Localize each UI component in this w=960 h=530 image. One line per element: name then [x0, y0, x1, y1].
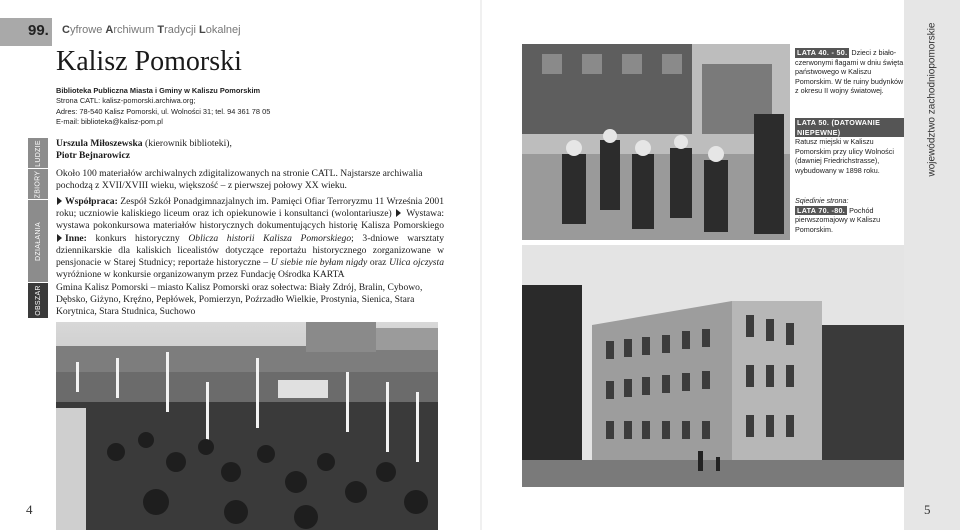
tab-collections: ZBIORY [34, 170, 42, 198]
page-title: Kalisz Pomorski [56, 46, 242, 77]
page-number-left: 4 [26, 502, 33, 517]
activity-section: Współpraca: Zespół Szkół Ponadgimnazjalnych im. Pamięci Ofiar Terroryzmu 11 Września 2001 roku; uczniowie kaliskiego liceum oraz ich opiekunowie i konsultanci (wolontariusze) Wystawa: wystawa pokonkursowa materiałów historycznych dokumentujących historię Kalisza Pomorskiego Inne: konkurs historyczny Oblicza historii Kalisza Pomorskiego; 3-dniowe warsztaty dziennikarskie dla kaliskich licealistów dotyczące reportażu historycznego zorganizowane w pensjonacie w Starej Studnicy; reportaże historyczne – U siebie nie byłam nigdy oraz Ulica ojczysta wyróżnione w konkursie organizowanym przez Fundację Ośrodka KARTA [56, 196, 445, 281]
photo-children [522, 44, 790, 240]
triangle-bullet-icon [57, 197, 62, 205]
page-number: 99. [28, 22, 49, 39]
photo-town-hall [522, 245, 904, 487]
person-1-role: (kierownik biblioteki), [142, 138, 232, 149]
triangle-bullet-icon [57, 234, 62, 242]
tab-activity: DZIAŁANIA [34, 221, 42, 261]
library-address: Adres: 78-540 Kalisz Pomorski, ul. Wolności 31; tel. 94 361 78 05 [56, 106, 271, 116]
section-tabs [28, 138, 48, 318]
people-section [56, 138, 456, 162]
tab-people: LUDZIE [34, 139, 42, 167]
library-info [56, 86, 286, 128]
library-email: E-mail: biblioteka@kalisz-pom.pl [56, 117, 163, 127]
library-site: Strona CATL: kalisz-pomorski.archiwa.org; [56, 96, 196, 106]
collections-text: Około 100 materiałów archiwalnych zdigitalizowanych na stronie CATL. Najstarsze archiwalia pochodzą z XVII/XVIII wieku, większość – z pierwszej połowy XX wieku. [56, 168, 423, 191]
triangle-bullet-icon [396, 209, 401, 217]
caption-town-hall: LATA 50. (DATOWANIE NIEPEWNE) Ratusz miejski w Kaliszu Pomorskim przy ulicy Wolności (dawniej Friedrichstrasse), wybudowany w 1898 roku. [795, 118, 905, 176]
person-2: Piotr Bejnarowicz [56, 150, 130, 161]
tab-area: OBSZAR [28, 283, 48, 318]
caption-parade: Sqiedinie strona: LATA 70. -80. Pochód pierwszomajowy w Kaliszu Pomorskim. [795, 196, 881, 234]
region-label: województwo zachodniopomorskie [926, 22, 938, 176]
region-band [904, 0, 960, 530]
caption-children: LATA 40. - 50. Dzieci z biało-czerwonymi flagami w dniu święta państwowego w Kaliszu Pomorskim. W tle ruiny budynków z okresu II wojny światowej. [795, 48, 904, 96]
series-title: Cyfrowe Archiwum Tradycji Lokalnej [62, 24, 241, 36]
photo-parade [56, 322, 438, 530]
area-text: Gmina Kalisz Pomorski – miasto Kalisz Pomorski oraz sołectwa: Biały Zdrój, Bralin, Cybowo, Dębsko, Giżyno, Kręźno, Pepłówek, Pomierzyn, Poźrzadło Wielkie, Prostynia, Sienica, Stara Korytnica, Stara Studnica, Suchowo [56, 282, 423, 318]
page-number-right: 5 [924, 502, 931, 517]
page-gutter [480, 0, 482, 530]
person-1: Urszula Miłoszewska [56, 138, 143, 149]
library-name: Biblioteka Publiczna Miasta i Gminy w Kaliszu Pomorskim [56, 86, 261, 95]
